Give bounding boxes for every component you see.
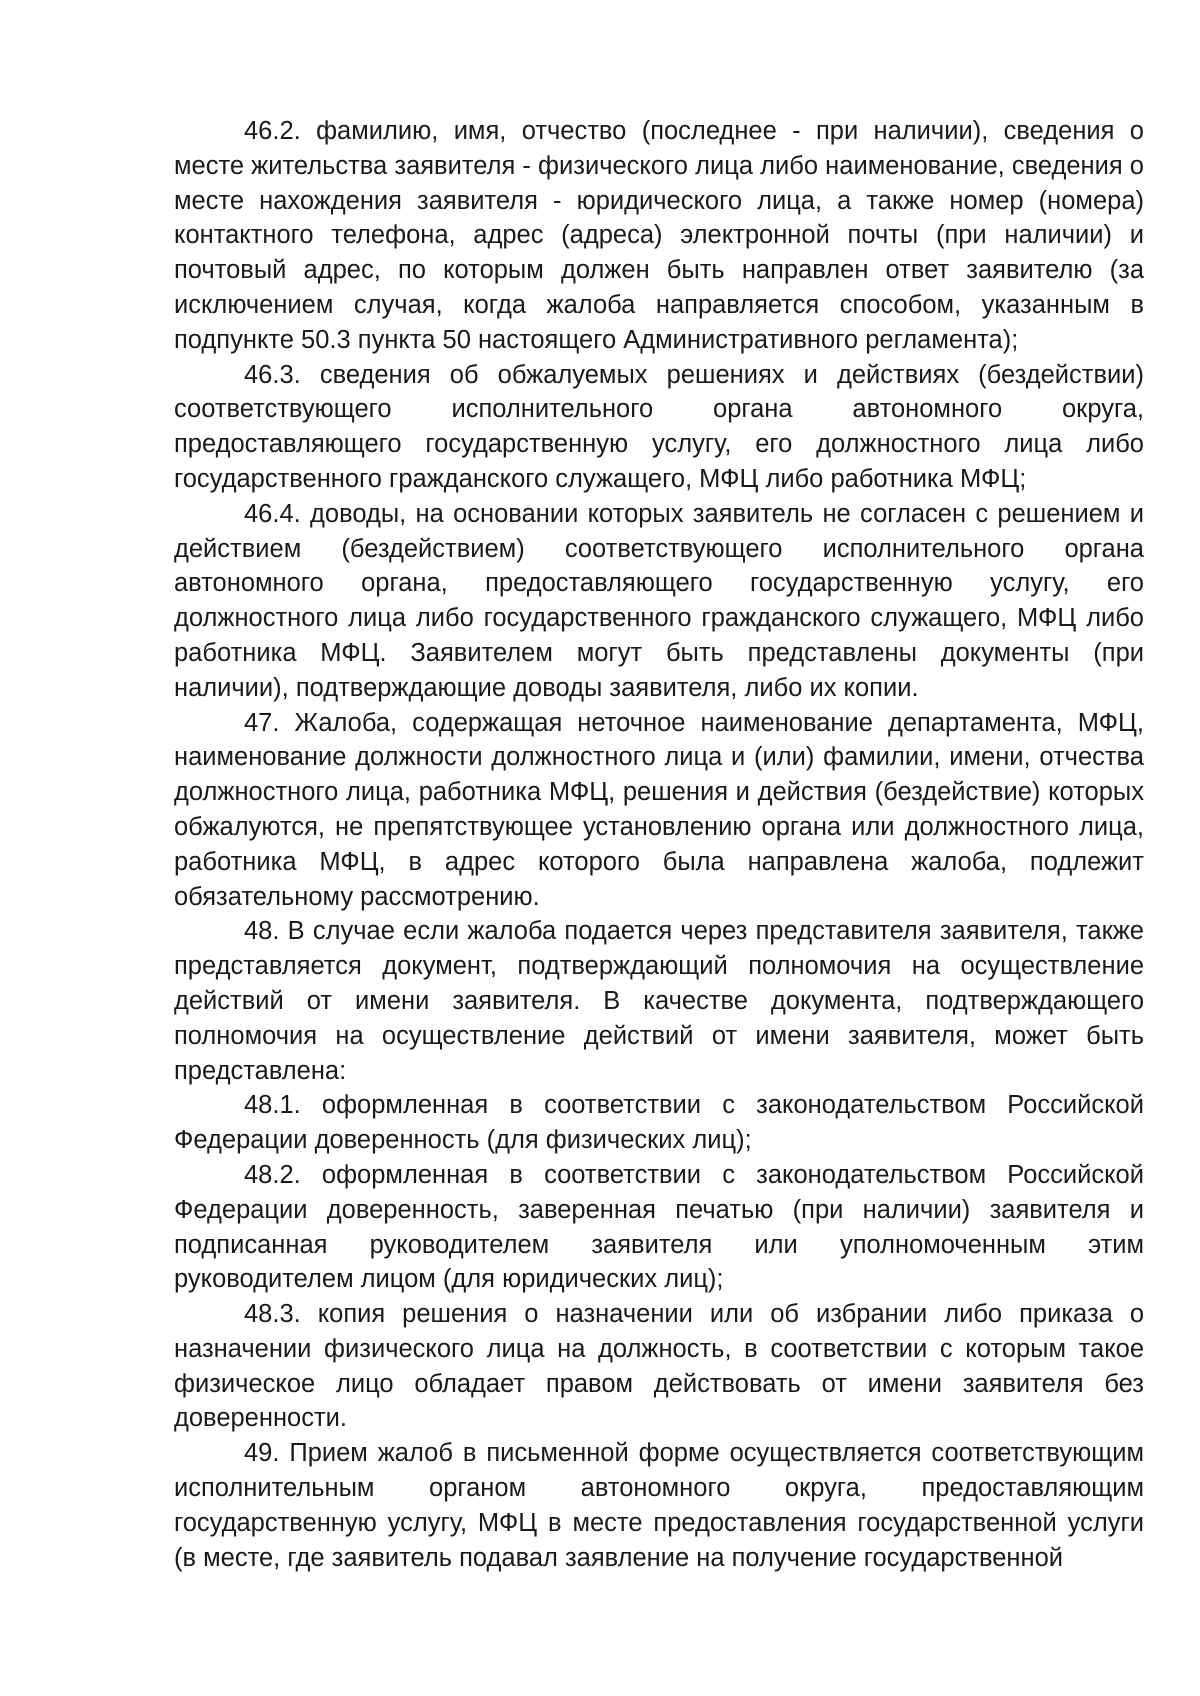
paragraph-49: 49. Прием жалоб в письменной форме осуществляется соответствующим исполнительным органом автономного округа, предоставляющим государственную услугу, МФЦ в месте предоставления государственной услуги (в месте, где заявитель подавал заявление на получение государственной <box>174 1439 1144 1572</box>
paragraph-48: 48. В случае если жалоба подается через представителя заявителя, также представляется документ, подтверждающий полномочия на осуществление действий от имени заявителя. В качестве документа, подтверждающего полномочия на осуществление действий от имени заявителя, может быть представлена: <box>174 917 1144 1085</box>
paragraph-48-3: 48.3. копия решения о назначении или об избрании либо приказа о назначении физического лица на должность, в соответствии с которым такое физическое лицо обладает правом действовать от имени заявителя без доверенности. <box>174 1300 1144 1433</box>
paragraph-48-2: 48.2. оформленная в соответствии с законодательством Российской Федерации доверенность, заверенная печатью (при наличии) заявителя и подписанная руководителем заявителя или уполномоченным этим руководителем лицом (для юридических лиц); <box>174 1160 1144 1294</box>
paragraph-47: 47. Жалоба, содержащая неточное наименование департамента, МФЦ, наименование должности должностного лица и (или) фамилии, имени, отчества должностного лица, работника МФЦ, решения и действия (бездействие) которых обжалуются, не препятствующее установлению органа или должностного лица, работника МФЦ, в адрес которого была направлена жалоба, подлежит обязательному рассмотрению. <box>174 708 1144 911</box>
paragraph-46-2: 46.2. фамилию, имя, отчество (последнее - при наличии), сведения о месте жительства заявителя - физического лица либо наименование, сведения о месте нахождения заявителя - юридического лица, а также номер (номера) контактного телефона, адрес (адреса) электронной почты (при наличии) и почтовый адрес, по которым должен быть направлен ответ заявителю (за исключением случая, когда жалоба направляется способом, указанным в подпункте 50.3 пункта 50 настоящего Административного регламента); <box>174 117 1144 354</box>
paragraph-48-1: 48.1. оформленная в соответствии с законодательством Российской Федерации доверенность (для физических лиц); <box>174 1091 1144 1155</box>
document-body <box>174 114 1144 1575</box>
paragraph-46-3: 46.3. сведения об обжалуемых решениях и действиях (бездействии) соответствующего исполнительного органа автономного округа, предоставляющего государственную услугу, его должностного лица либо государственного гражданского служащего, МФЦ либо работника МФЦ; <box>174 360 1144 493</box>
paragraph-46-4: 46.4. доводы, на основании которых заявитель не согласен с решением и действием (бездействием) соответствующего исполнительного органа автономного органа, предоставляющего государственную услугу, его должностного лица либо государственного гражданского служащего, МФЦ либо работника МФЦ. Заявителем могут быть представлены документы (при наличии), подтверждающие доводы заявителя, либо их копии. <box>174 499 1144 702</box>
